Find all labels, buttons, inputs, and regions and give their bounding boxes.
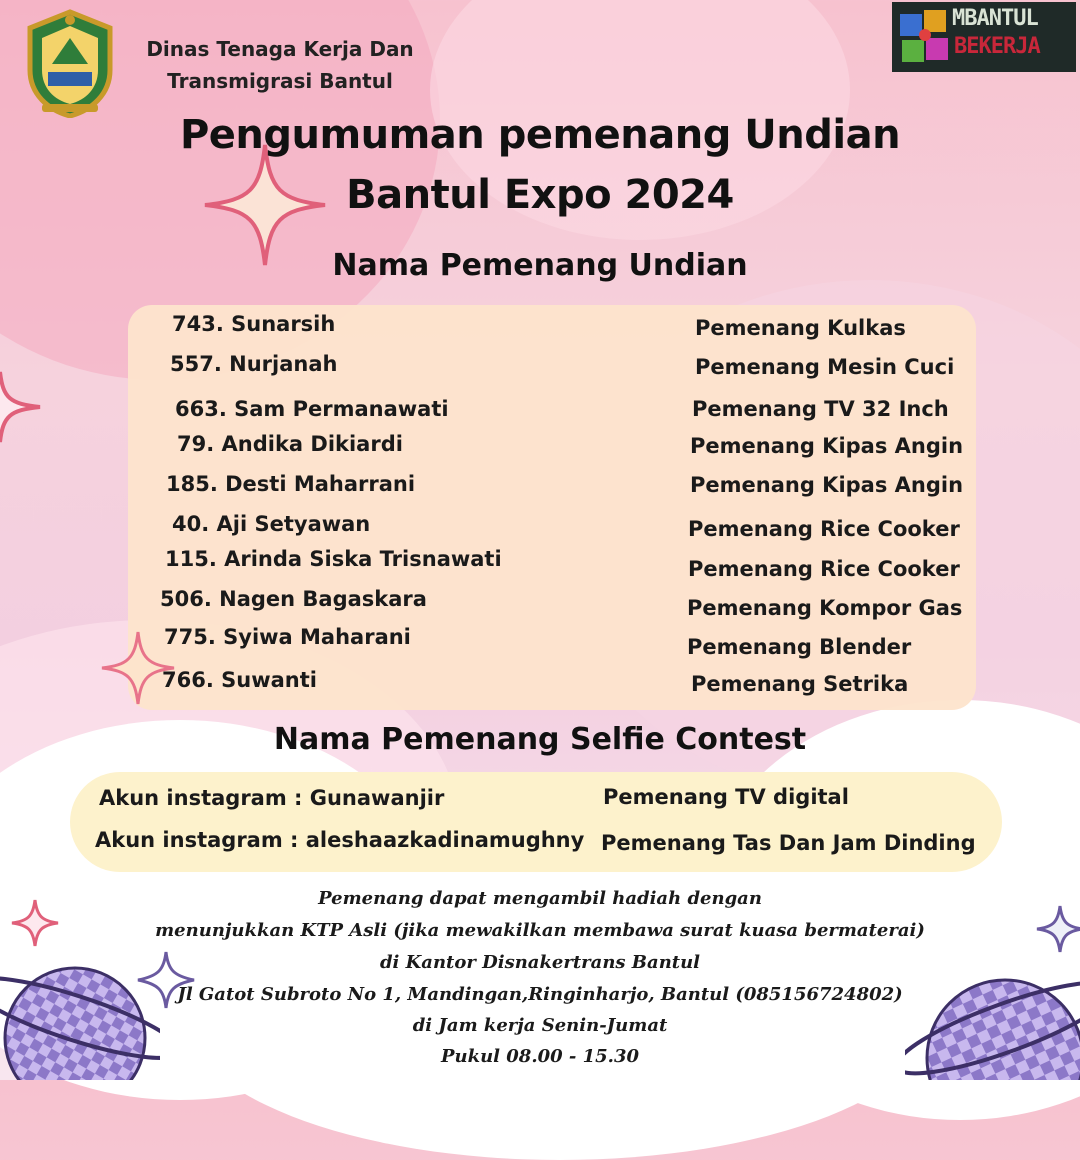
notice-line: menunjukkan KTP Asli (jika mewakilkan membawa surat kuasa bermaterai) — [155, 920, 925, 941]
notice-line: di Jam kerja Senin-Jumat — [412, 1015, 668, 1036]
winner-prize: Pemenang TV 32 Inch — [692, 397, 949, 421]
page-title-line1: Pengumuman pemenang Undian — [179, 112, 901, 158]
page-title-line2: Bantul Expo 2024 — [346, 172, 734, 218]
brand-text-top: MBANTUL — [952, 6, 1038, 31]
winner-prize: Pemenang Rice Cooker — [688, 517, 960, 541]
agency-name-line1: Dinas Tenaga Kerja Dan — [146, 37, 414, 61]
winner-prize: Pemenang Kulkas — [695, 316, 906, 340]
winner-name: 766. Suwanti — [162, 668, 317, 692]
winner-name: 506. Nagen Bagaskara — [160, 587, 427, 611]
winner-name: 557. Nurjanah — [170, 352, 338, 376]
sparkle-star-icon — [0, 370, 48, 444]
sparkle-star-icon — [1030, 904, 1080, 954]
government-emblem-logo — [22, 8, 118, 118]
planet-icon — [905, 958, 1080, 1080]
agency-name — [135, 33, 425, 97]
winner-name: 79. Andika Dikiardi — [177, 432, 403, 456]
planet-icon — [0, 938, 160, 1080]
winner-name: 40. Aji Setyawan — [172, 512, 371, 536]
winner-name: 185. Desti Maharrani — [166, 472, 416, 496]
notice-line: Pukul 08.00 - 15.30 — [440, 1046, 640, 1067]
notice-line: di Kantor Disnakertrans Bantul — [379, 952, 701, 973]
winner-name: 663. Sam Permanawati — [175, 397, 449, 421]
winner-prize: Pemenang Kipas Angin — [690, 434, 964, 458]
agency-name-line2: Transmigrasi Bantul — [167, 69, 393, 93]
notice-line: Pemenang dapat mengambil hadiah dengan — [318, 888, 762, 909]
puzzle-icon — [898, 8, 952, 66]
selfie-winner-prize: Pemenang Tas Dan Jam Dinding — [601, 831, 976, 855]
winner-prize: Pemenang Rice Cooker — [688, 557, 960, 581]
winner-name: 743. Sunarsih — [172, 312, 336, 336]
brand-text-bottom: BEKERJA — [954, 34, 1040, 59]
selfie-winner-account: Akun instagram : aleshaazkadinamughny — [95, 828, 585, 852]
bantul-bekerja-logo — [892, 2, 1076, 72]
winner-prize: Pemenang Setrika — [691, 672, 909, 696]
selfie-heading: Nama Pemenang Selfie Contest — [273, 722, 807, 757]
selfie-winner-account: Akun instagram : Gunawanjir — [99, 786, 445, 810]
winner-prize: Pemenang Kompor Gas — [687, 596, 963, 620]
selfie-winner-prize: Pemenang TV digital — [603, 785, 849, 809]
lottery-heading: Nama Pemenang Undian — [332, 248, 748, 283]
winner-prize: Pemenang Mesin Cuci — [695, 355, 955, 379]
winner-prize: Pemenang Kipas Angin — [690, 473, 964, 497]
winner-name: 775. Syiwa Maharani — [164, 625, 411, 649]
notice-line: Jl Gatot Subroto No 1, Mandingan,Ringinharjo, Bantul (085156724802) — [177, 984, 903, 1005]
winner-prize: Pemenang Blender — [687, 635, 912, 659]
winner-name: 115. Arinda Siska Trisnawati — [165, 547, 502, 571]
